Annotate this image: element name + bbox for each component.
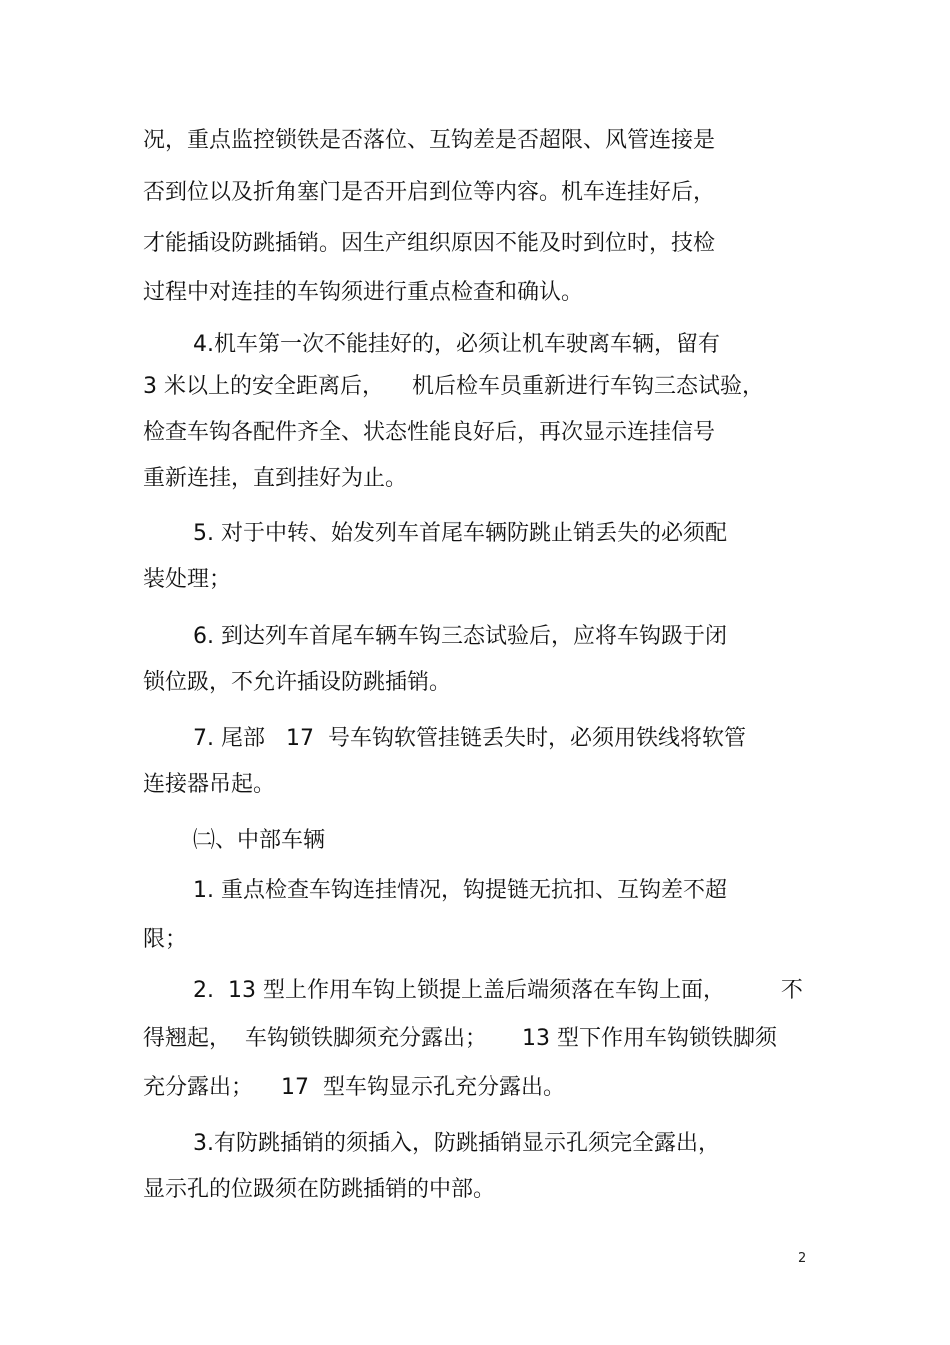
text-line: 过程中对连挂的车钩须进行重点检查和确认。 [143, 280, 584, 305]
page-number: 2 [798, 1251, 807, 1266]
text-line: 2. 13 型上作用车钩上锁提上盖后端须落在车钩上面， 不 [193, 978, 803, 1003]
text-line: 重新连挂，直到挂好为止。 [143, 466, 408, 491]
text-line: 4.机车第一次不能挂好的，必须让机车驶离车辆，留有 [193, 332, 720, 357]
text-line: 连接器吊起。 [143, 772, 276, 797]
text-line: 6. 到达列车首尾车辆车钩三态试验后，应将车钩趿于闭 [193, 624, 727, 649]
text-line: 3 米以上的安全距离后， 机后检车员重新进行车钩三态试验， [143, 374, 764, 399]
text-line: 才能插设防跳插销。因生产组织原因不能及时到位时，技检 [143, 231, 716, 256]
text-line: 充分露出； 17 型车钩显示孔充分露出。 [143, 1075, 565, 1100]
text-line: 3.有防跳插销的须插入，防跳插销显示孔须完全露出， [193, 1131, 720, 1156]
text-line: 1. 重点检查车钩连挂情况，钩提链无抗扣、互钩差不超 [193, 878, 727, 903]
text-line: 得翘起， 车钩锁铁脚须充分露出； 13 型下作用车钩锁铁脚须 [143, 1026, 777, 1051]
text-line: 7. 尾部 17 号车钩软管挂链丢失时，必须用铁线将软管 [193, 726, 746, 751]
text-line: 况，重点监控锁铁是否落位、互钩差是否超限、风管连接是 [143, 128, 716, 153]
text-line: 显示孔的位趿须在防跳插销的中部。 [143, 1177, 496, 1202]
section-heading: ㈡、中部车辆 [193, 828, 326, 853]
text-line: 锁位趿，不允许插设防跳插销。 [143, 670, 452, 695]
text-line: 限； [143, 927, 188, 952]
text-line: 5. 对于中转、始发列车首尾车辆防跳止销丢失的必须配 [193, 521, 727, 546]
text-line: 检查车钩各配件齐全、状态性能良好后，再次显示连挂信号 [143, 420, 716, 445]
text-line: 否到位以及折角塞门是否开启到位等内容。机车连挂好后， [143, 180, 716, 205]
text-line: 装处理； [143, 567, 232, 592]
